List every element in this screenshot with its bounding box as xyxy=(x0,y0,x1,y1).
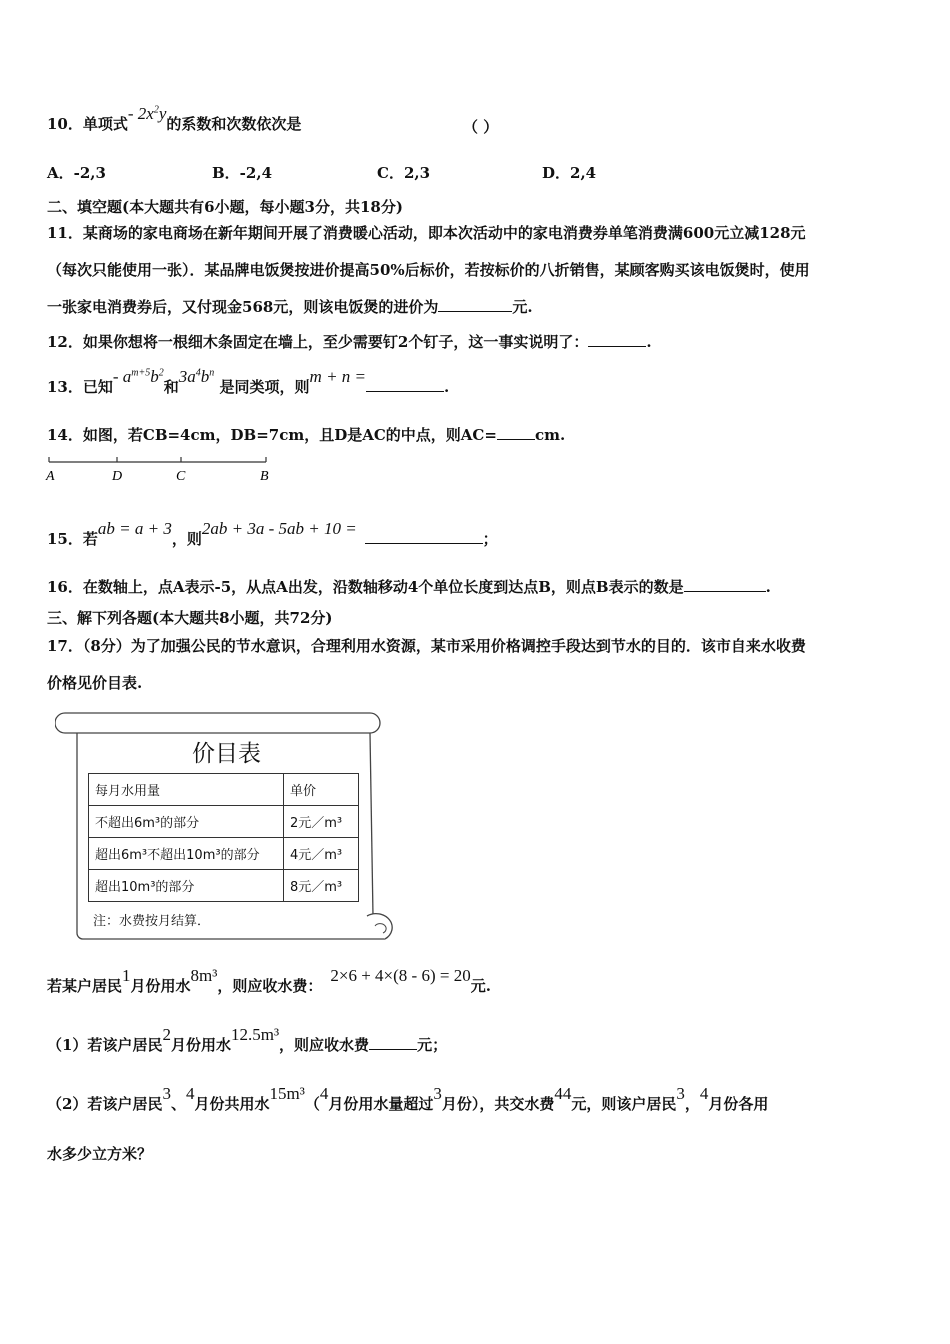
question-11-line2: （每次只能使用一张）．某品牌电饭煲按进价提高50%后标价，若按标价的八折销售，某顾客购买该电饭煲时，使用 xyxy=(47,261,810,279)
section-3-heading: 三、解下列各题(本大题共8小题，共72分) xyxy=(47,609,333,627)
question-11-line3: 一张家电消费券后，又付现金568元，则该电饭煲的进价为 元. xyxy=(47,298,533,316)
option-b[interactable]: B．-2,4 xyxy=(212,164,273,182)
question-17-line1: 17．（8分）为了加强公民的节水意识，合理利用水资源，某市采用价格调控手段达到节水的目的．该市自来水收费 xyxy=(47,637,806,655)
answer-blank[interactable] xyxy=(438,297,512,312)
question-11-line1: 11．某商场的家电商场在新年期间开展了消费暖心活动，即本次活动中的家电消费券单笔消费满600元立减128元 xyxy=(47,224,806,242)
header-price: 单价 xyxy=(284,774,359,806)
answer-blank[interactable] xyxy=(684,577,766,592)
price-table xyxy=(88,773,359,902)
question-13: 13．已知- $a^{m+5}b^2$和$3a^4b^n$ 是同类项，则m + n =. xyxy=(47,367,450,396)
point-label-c: C xyxy=(176,469,186,484)
part-1: （1）若该户居民2月份用水12.5m³，则应收水费 元； xyxy=(47,1025,448,1054)
target-expression: 2ab + 3a - 5ab + 10 = xyxy=(201,519,357,538)
part-2-line2: 水多少立方米？ xyxy=(47,1145,153,1163)
example-calculation: 2×6 + 4×(8 - 6) = 20 xyxy=(330,966,471,985)
point-label-a: A xyxy=(46,469,55,484)
expression-2: $3a^4b^n$ xyxy=(178,367,215,386)
table-row: 不超出6m³的部分 2元／m³ xyxy=(89,806,359,838)
option-d[interactable]: D．2,4 xyxy=(542,164,597,182)
answer-blank[interactable] xyxy=(497,425,535,440)
answer-blank[interactable] xyxy=(365,529,483,544)
condition-expression: ab = a + 3 xyxy=(97,519,172,538)
expression-3: m + n = xyxy=(309,367,367,386)
answer-paren: （ ） xyxy=(463,118,499,136)
question-15: 15．若ab = a + 3，则2ab + 3a - 5ab + 10 =； xyxy=(47,519,498,548)
answer-blank[interactable] xyxy=(369,1035,417,1050)
monomial-expression: - $2x^2y$ xyxy=(127,104,167,123)
part-2-line1: （2）若该户居民3、4月份共用水15m³（4月份用水量超过3月份），共交水费44元，则该户居民3，4月份各用 xyxy=(47,1084,769,1113)
table-row: 超出6m³不超出10m³的部分 4元／m³ xyxy=(89,838,359,870)
answer-blank[interactable] xyxy=(366,377,444,392)
question-10: 10．单项式- $2x^2y$的系数和次数依次是 xyxy=(47,104,302,133)
line-segment-figure xyxy=(44,452,276,486)
expression-1: - $a^{m+5}b^2$ xyxy=(112,367,164,386)
point-label-d: D xyxy=(112,469,123,484)
question-17-line2: 价格见价目表. xyxy=(47,674,143,692)
question-16: 16．在数轴上，点A表示-5，从点A出发，沿数轴移动4个单位长度到达点B，则点B表示的数是 . xyxy=(47,578,771,596)
answer-blank[interactable] xyxy=(588,332,646,347)
example-line: 若某户居民1月份用水8m³，则应收水费：2×6 + 4×(8 - 6) = 20元. xyxy=(47,966,491,995)
point-label-b: B xyxy=(260,469,269,484)
section-2-heading: 二、填空题(本大题共有6小题，每小题3分，共18分) xyxy=(47,198,403,216)
question-14: 14．如图，若CB=4cm，DB=7cm，且D是AC的中点，则AC= cm. xyxy=(47,426,566,444)
table-title: 价目表 xyxy=(192,741,261,767)
option-a[interactable]: A．-2,3 xyxy=(47,164,106,182)
question-12: 12．如果你想将一根细木条固定在墙上，至少需要钉2个钉子，这一事实说明了： . xyxy=(47,333,652,351)
table-row: 超出10m³的部分 8元／m³ xyxy=(89,870,359,902)
header-usage: 每月水用量 xyxy=(89,774,284,806)
table-note: 注：水费按月结算． xyxy=(93,914,211,929)
table-header-row xyxy=(89,774,359,806)
option-c[interactable]: C．2,3 xyxy=(377,164,431,182)
